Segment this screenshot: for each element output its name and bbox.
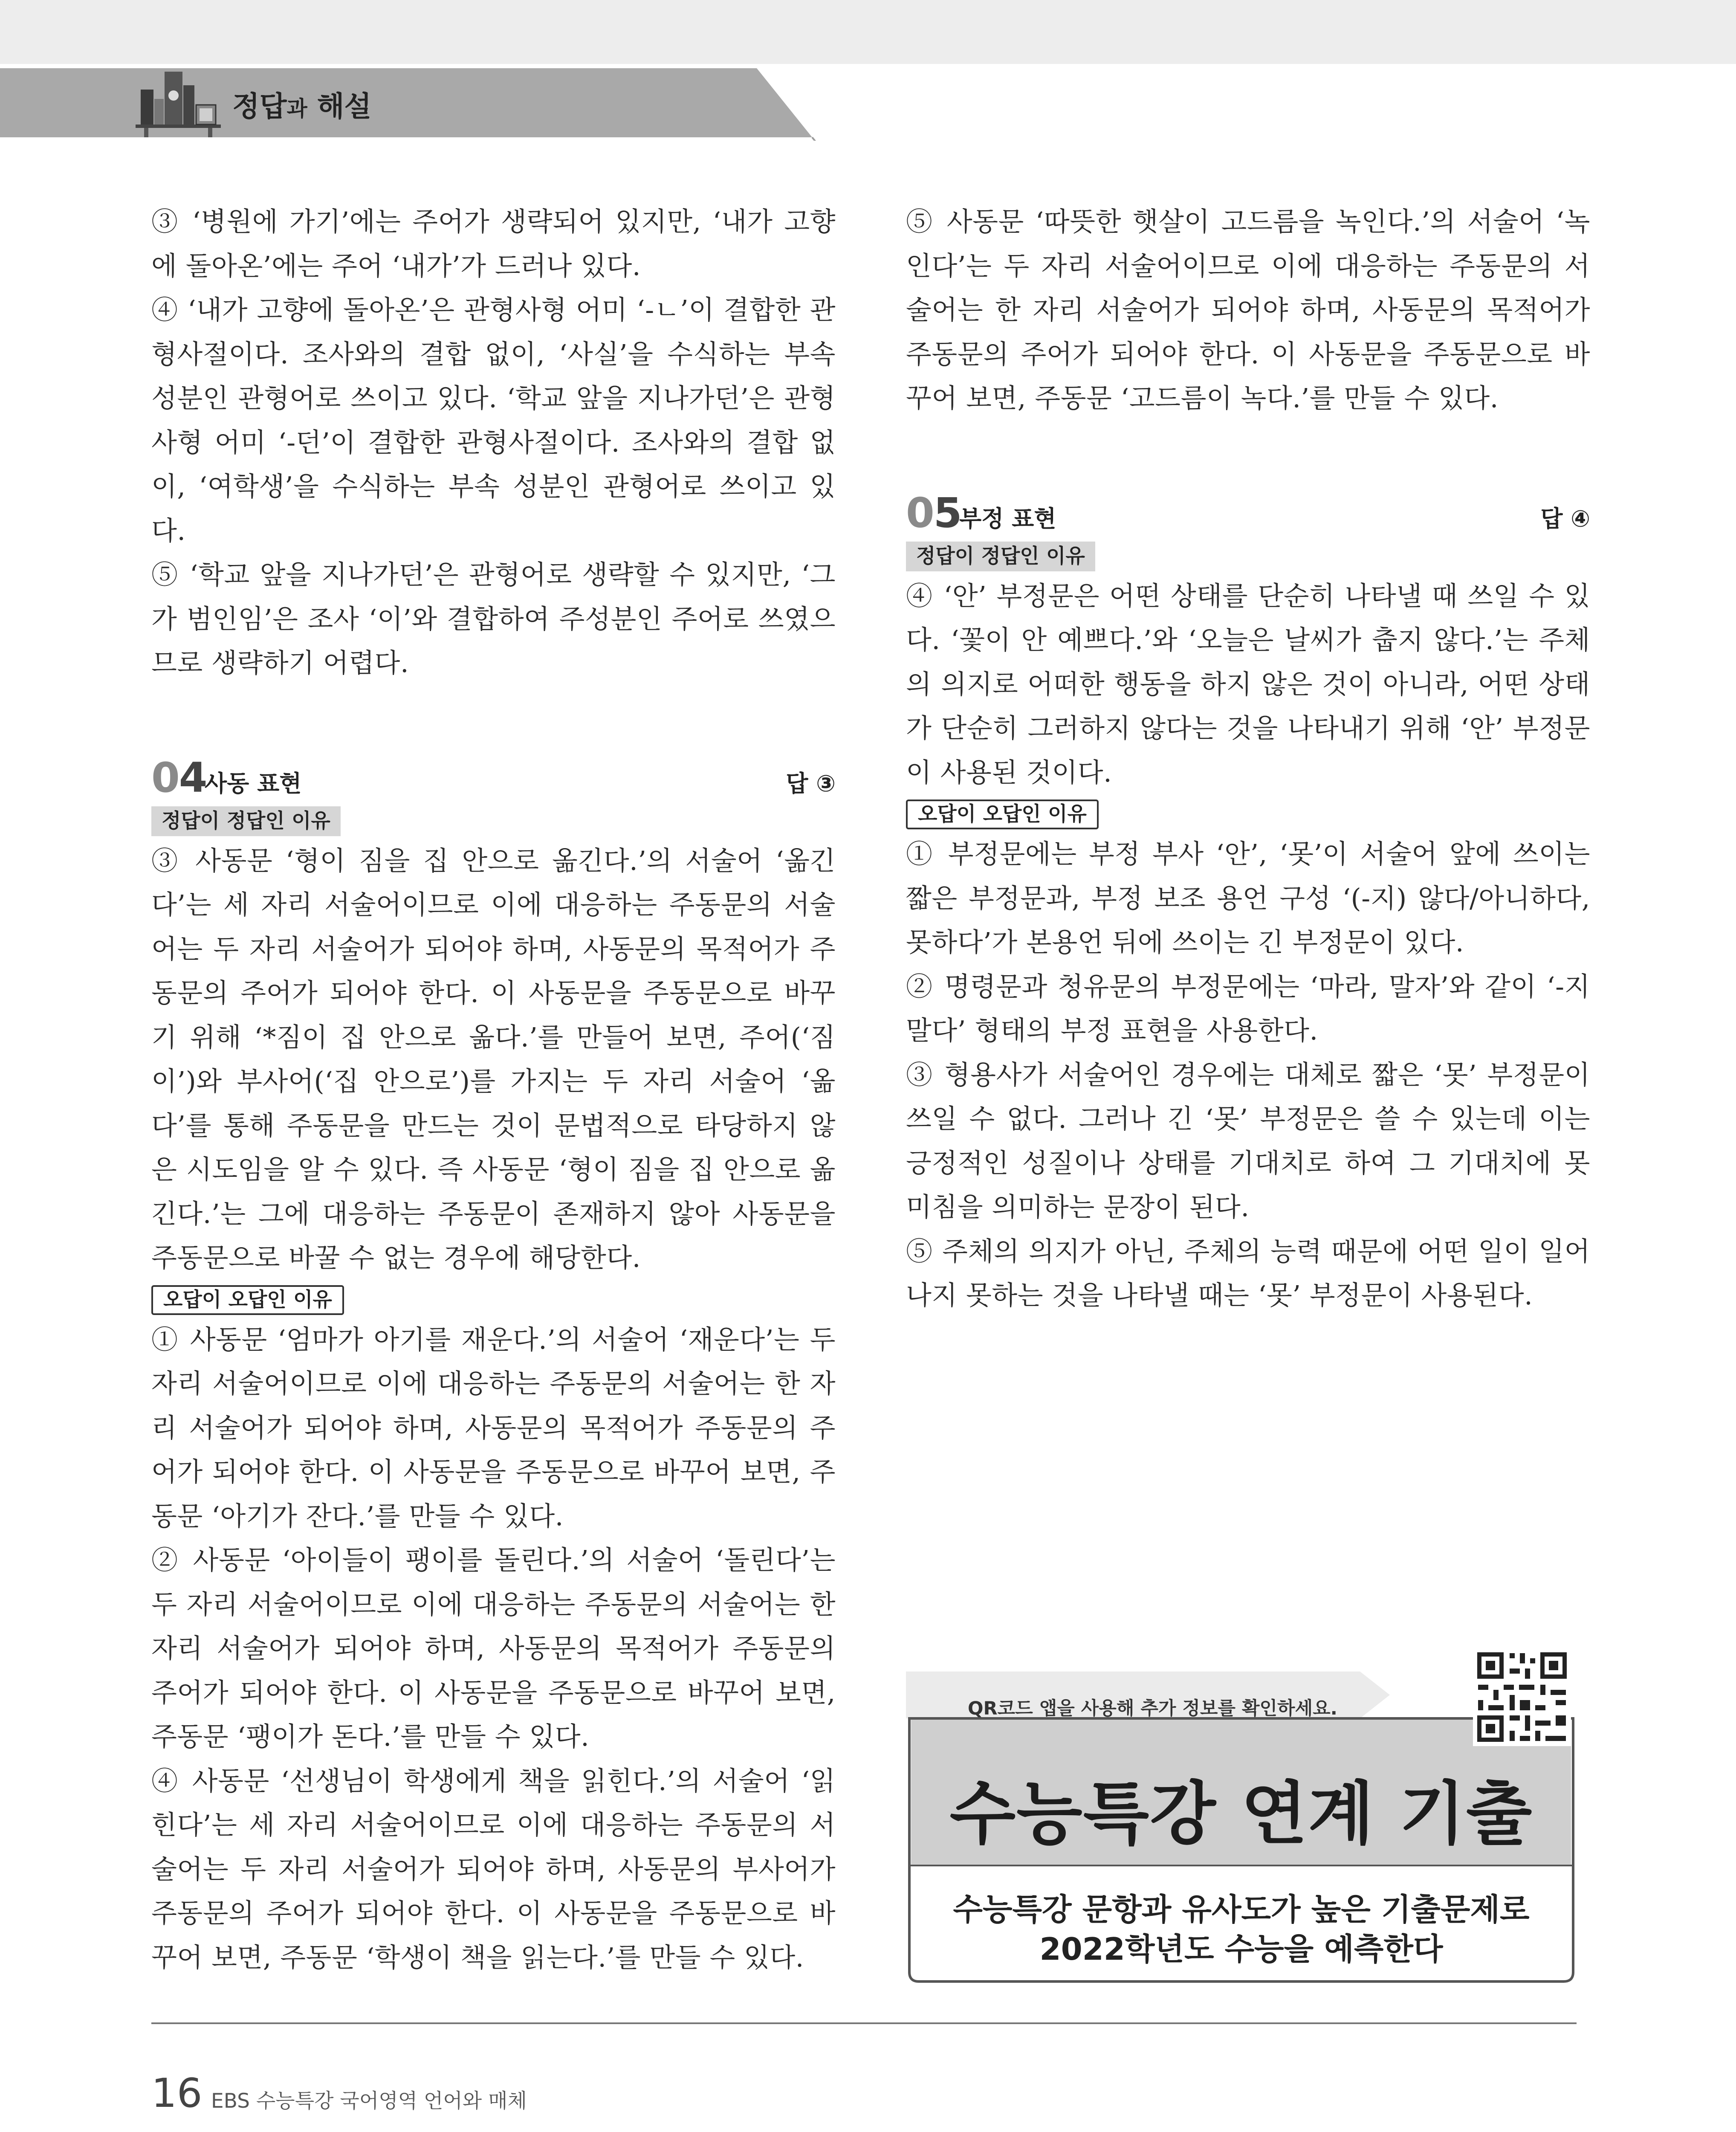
paragraph: ⑤ 사동문 ‘따뜻한 햇살이 고드름을 녹인다.’의 서술어 ‘녹인다’는 두 자리 서술어이므로 이에 대응하는 주동문의 서술어는 한 자리 서술어가 되어야 하며, 사동문의 목적어가 주동문의 주어가 되어야 한다. 이 사동문을 주동문으로 바꾸어 보면, 주동문 ‘고드름이 녹다.’를 만들 수 있다.: [906, 206, 1590, 414]
wrong-reason-tag: 오답이 오답인 이유: [151, 1285, 344, 1315]
section-heading-04: [151, 754, 836, 801]
paragraph: ③ 사동문 ‘형이 짐을 집 안으로 옮긴다.’의 서술어 ‘옮긴다’는 세 자리 서술어이므로 이에 대응하는 주동문의 서술어는 두 자리 서술어가 되어야 하며, 사동문의 목적어가 주동문의 주어가 되어야 한다. 이 사동문을 주동문으로 바꾸기 위해 ‘*짐이 집 안으로 옮다.’를 만들어 보면, 주어(‘짐이’)와 부사어(‘집 안으로’)를 가지는 두 자리 서술어 ‘옮다’를 통해 주동문을 만드는 것이 문법적으로 타당하지 않은 시도임을 알 수 있다. 즉 사동문 ‘형이 짐을 집 안으로 옮긴다.’는 그에 대응하는 주동문이 존재하지 않아 사동문을 주동문으로 바꿀 수 없는 경우에 해당한다.: [151, 845, 836, 1273]
promo-qr-instruction: QR코드 앱을 사용해 추가 정보를 확인하세요.: [968, 1698, 1337, 1719]
paragraph: ④ 사동문 ‘선생님이 학생에게 책을 읽힌다.’의 서술어 ‘읽힌다’는 세 자리 서술어이므로 이에 대응하는 주동문의 서술어는 두 자리 서술어가 되어야 하며, 사동문의 부사어가 주동문의 주어가 되어야 한다. 이 사동문을 주동문으로 바꾸어 보면, 주동문 ‘학생이 책을 읽는다.’를 만들 수 있다.: [151, 1765, 836, 1973]
promo-subtitle-line1: 수능특강 문항과 유사도가 높은 기출문제로: [953, 1892, 1530, 1927]
section-number: 05: [906, 489, 961, 537]
section-answer: 답 ④: [1540, 505, 1590, 532]
section-title: 부정 표현: [959, 505, 1056, 532]
wrong-reason-tag: 오답이 오답인 이유: [906, 800, 1099, 829]
promo-box: [906, 1648, 1577, 1985]
paragraph: ④ ‘내가 고향에 돌아온’은 관형사형 어미 ‘-ㄴ’이 결합한 관형사절이다. 조사와의 결합 없이, ‘사실’을 수식하는 부속 성분인 관형어로 쓰이고 있다. ‘학교 앞을 지나가던’은 관형사형 어미 ‘-던’이 결합한 관형사절이다. 조사와의 결합 없이, ‘여학생’을 수식하는 부속 성분인 관형어로 쓰이고 있다.: [151, 294, 836, 546]
paragraph: ② 사동문 ‘아이들이 팽이를 돌린다.’의 서술어 ‘돌린다’는 두 자리 서술어이므로 이에 대응하는 주동문의 서술어는 한 자리 서술어가 되어야 하며, 사동문의 목적어가 주동문의 주어가 되어야 한다. 이 사동문을 주동문으로 바꾸어 보면, 주동문 ‘팽이가 돈다.’를 만들 수 있다.: [151, 1544, 836, 1752]
footer-rule: [0, 2019, 1736, 2028]
paragraph: ① 부정문에는 부정 부사 ‘안’, ‘못’이 서술어 앞에 쓰이는 짧은 부정문과, 부정 보조 용언 구성 ‘(-지) 않다/아니하다, 못하다’가 본용언 뒤에 쓰이는 긴 부정문이 있다.: [906, 838, 1590, 958]
footer-book-title: EBS 수능특강 국어영역 언어와 매체: [211, 2089, 527, 2113]
left-column: [151, 200, 836, 1979]
paragraph: ① 사동문 ‘엄마가 아기를 재운다.’의 서술어 ‘재운다’는 두 자리 서술어이므로 이에 대응하는 주동문의 서술어는 한 자리 서술어가 되어야 하며, 사동문의 목적어가 주동문의 주어가 되어야 한다. 이 사동문을 주동문으로 바꾸어 보면, 주동문 ‘아기가 잔다.’를 만들 수 있다.: [151, 1324, 836, 1532]
section-answer: 답 ③: [786, 770, 836, 797]
paragraph: ③ 형용사가 서술어인 경우에는 대체로 짧은 ‘못’ 부정문이 쓰일 수 없다. 그러나 긴 ‘못’ 부정문은 쓸 수 있는데 이는 긍정적인 성질이나 상태를 기대치로 하여 그 기대치에 못 미침을 의미하는 문장이 된다.: [906, 1059, 1590, 1222]
right-column: [906, 200, 1590, 1318]
promo-main-title: 수능특강 연계 기출: [949, 1774, 1533, 1854]
paragraph: ⑤ 주체의 의지가 아닌, 주체의 능력 때문에 어떤 일이 일어나지 못하는 것을 나타낼 때는 ‘못’ 부정문이 사용된다.: [906, 1235, 1590, 1311]
correct-reason-tag: 정답이 정답인 이유: [151, 806, 341, 836]
section-title: 사동 표현: [205, 770, 302, 797]
paragraph: ⑤ ‘학교 앞을 지나가던’은 관형어로 생략할 수 있지만, ‘그가 범인임’은 조사 ‘이’와 결합하여 주성분인 주어로 쓰였으므로 생략하기 어렵다.: [151, 559, 836, 678]
page-header: [0, 0, 1736, 141]
paragraph: ③ ‘병원에 가기’에는 주어가 생략되어 있지만, ‘내가 고향에 돌아온’에는 주어 ‘내가’가 드러나 있다.: [151, 206, 836, 281]
paragraph: ② 명령문과 청유문의 부정문에는 ‘마라, 말자’와 같이 ‘-지 말다’ 형태의 부정 표현을 사용한다.: [906, 970, 1590, 1046]
page-number: 16: [151, 2070, 203, 2117]
section-heading-05: [906, 490, 1590, 536]
paragraph: ④ ‘안’ 부정문은 어떤 상태를 단순히 나타낼 때 쓰일 수 있다. ‘꽃이 안 예쁘다.’와 ‘오늘은 날씨가 춥지 않다.’는 주체의 의지로 어떠한 행동을 하지 않은 것이 아니라, 어떤 상태가 단순히 그러하지 않다는 것을 나타내기 위해 ‘안’ 부정문이 사용된 것이다.: [906, 580, 1590, 788]
correct-reason-tag: 정답이 정답인 이유: [906, 542, 1095, 571]
qr-code-icon: [1473, 1648, 1571, 1746]
section-number: 04: [151, 753, 207, 802]
header-title: 정답과 해설: [232, 90, 372, 123]
promo-subtitle-line2: 2022학년도 수능을 예측한다: [1039, 1931, 1443, 1967]
